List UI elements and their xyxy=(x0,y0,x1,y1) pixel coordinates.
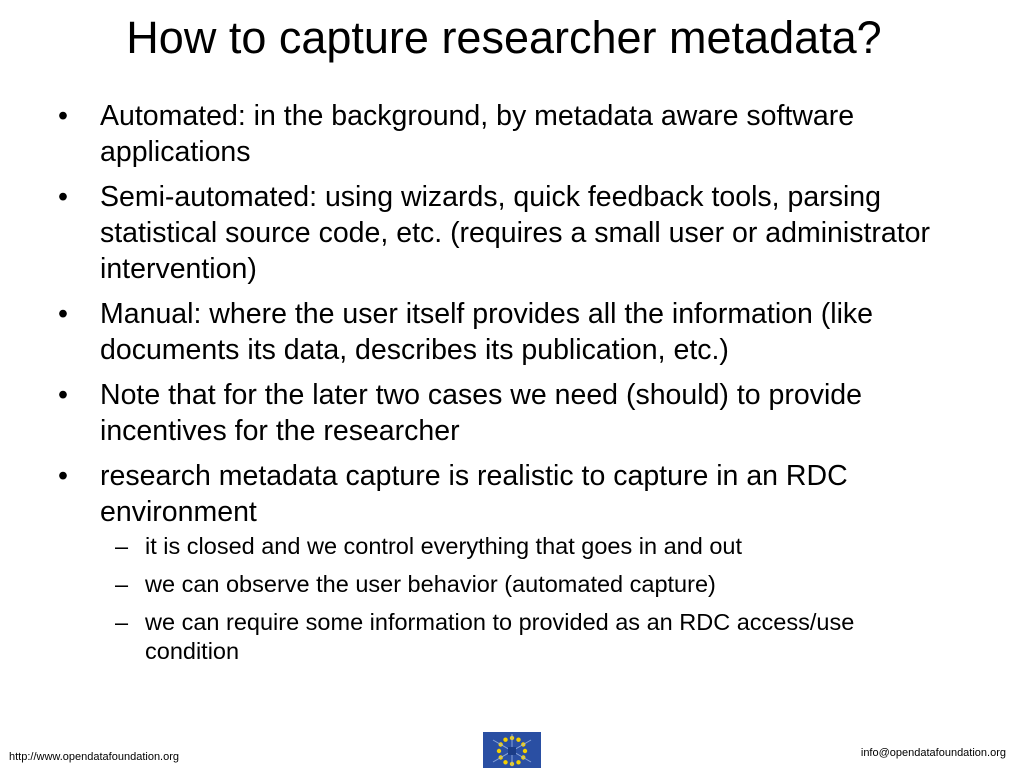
eu-stars-logo-icon xyxy=(483,732,541,768)
bullet-text: research metadata capture is realistic to capture in an RDC environment xyxy=(100,460,848,528)
bullet-mark: • xyxy=(58,460,68,492)
sub-bullet-item xyxy=(58,608,968,666)
bullet-text: Semi-automated: using wizards, quick feedback tools, parsing statistical source code, etc. (requires a small user or administrator intervention) xyxy=(100,181,930,285)
sub-bullet-text: we can observe the user behavior (automated capture) xyxy=(145,571,716,597)
slide-body xyxy=(58,98,968,666)
slide-title: How to capture researcher metadata? xyxy=(126,12,882,63)
footer-url-link[interactable]: http://www.opendatafoundation.org xyxy=(9,751,180,763)
bullet-item xyxy=(58,458,968,530)
bullet-mark: • xyxy=(58,298,68,330)
bullet-item xyxy=(58,377,968,449)
eu-stars-logo-icon xyxy=(483,732,541,768)
bullet-mark: • xyxy=(58,379,68,411)
footer-email-link[interactable]: info@opendatafoundation.org xyxy=(860,747,1006,759)
bullet-mark: • xyxy=(58,181,68,213)
bullet-mark: • xyxy=(58,100,68,132)
bullet-item xyxy=(58,98,968,170)
sub-bullet-mark: – xyxy=(115,533,129,559)
sub-bullet-text: we can require some information to provided as an RDC access/use condition xyxy=(145,609,855,664)
sub-bullet-item xyxy=(58,570,968,599)
bullet-text: Note that for the later two cases we need (should) to provide incentives for the researcher xyxy=(100,379,862,447)
sub-bullet-mark: – xyxy=(115,571,129,597)
bullet-item xyxy=(58,179,968,287)
sub-bullet-mark: – xyxy=(115,609,129,635)
sub-bullet-item xyxy=(58,532,968,561)
bullet-text: Automated: in the background, by metadata aware software applications xyxy=(100,100,855,168)
bullet-item xyxy=(58,296,968,368)
sub-bullet-list xyxy=(58,532,968,666)
bullet-text: Manual: where the user itself provides all the information (like documents its data, describes its publication, etc.) xyxy=(100,298,874,366)
sub-bullet-text: it is closed and we control everything that goes in and out xyxy=(145,533,743,559)
